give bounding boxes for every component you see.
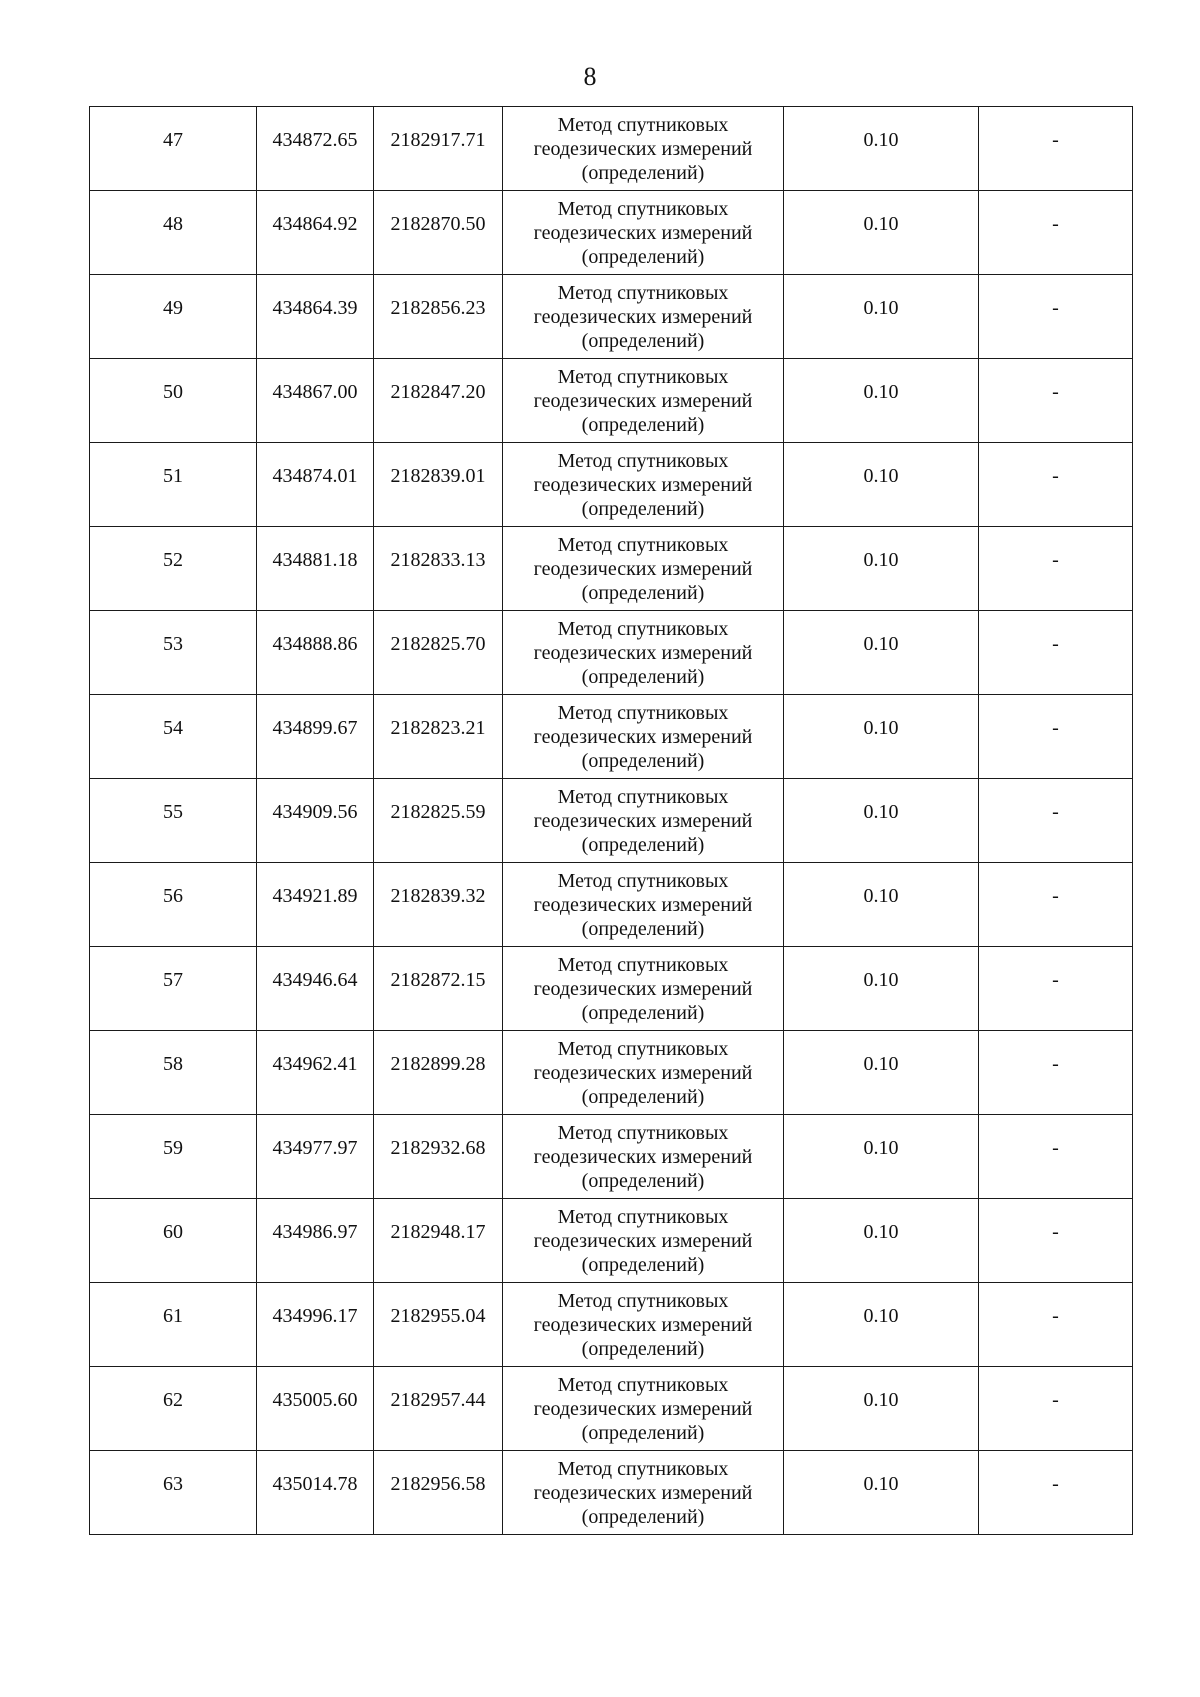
method-text-line: геодезических измерений bbox=[533, 389, 753, 412]
point-number-cell-value: 50 bbox=[163, 380, 183, 403]
method-text-line: (определений) bbox=[581, 1169, 705, 1192]
accuracy-cell-value: 0.10 bbox=[863, 1136, 899, 1159]
x-coordinate-cell bbox=[257, 1451, 374, 1535]
method-text-line: (определений) bbox=[581, 1421, 705, 1444]
method-text-line: (определений) bbox=[581, 749, 705, 772]
accuracy-cell-value: 0.10 bbox=[863, 1220, 899, 1243]
description-cell bbox=[979, 107, 1133, 191]
method-text-line: (определений) bbox=[581, 1085, 705, 1108]
point-number-cell-value: 58 bbox=[163, 1052, 183, 1075]
accuracy-cell-value: 0.10 bbox=[863, 548, 899, 571]
method-cell bbox=[503, 275, 784, 359]
y-coordinate-cell bbox=[374, 1451, 503, 1535]
method-text-line: Метод спутниковых bbox=[557, 869, 729, 892]
x-coordinate-cell bbox=[257, 443, 374, 527]
accuracy-cell bbox=[784, 443, 979, 527]
y-coordinate-cell-value: 2182932.68 bbox=[390, 1136, 486, 1159]
accuracy-cell-value: 0.10 bbox=[863, 1388, 899, 1411]
accuracy-cell bbox=[784, 1451, 979, 1535]
point-number-cell-value: 62 bbox=[163, 1388, 183, 1411]
x-coordinate-cell bbox=[257, 275, 374, 359]
y-coordinate-cell-value: 2182955.04 bbox=[390, 1304, 486, 1327]
x-coordinate-cell-value: 434864.39 bbox=[272, 296, 358, 319]
x-coordinate-cell bbox=[257, 1199, 374, 1283]
method-cell bbox=[503, 527, 784, 611]
description-cell-value: - bbox=[1052, 1472, 1059, 1495]
accuracy-cell bbox=[784, 779, 979, 863]
method-text-line: (определений) bbox=[581, 161, 705, 184]
point-number-cell bbox=[90, 1451, 257, 1535]
accuracy-cell bbox=[784, 1115, 979, 1199]
y-coordinate-cell-value: 2182870.50 bbox=[390, 212, 486, 235]
method-cell bbox=[503, 1199, 784, 1283]
method-text-line: геодезических измерений bbox=[533, 221, 753, 244]
description-cell bbox=[979, 1283, 1133, 1367]
accuracy-cell bbox=[784, 527, 979, 611]
method-text-line: (определений) bbox=[581, 1253, 705, 1276]
x-coordinate-cell-value: 434977.97 bbox=[272, 1136, 358, 1159]
description-cell bbox=[979, 191, 1133, 275]
x-coordinate-cell bbox=[257, 1283, 374, 1367]
method-text-line: Метод спутниковых bbox=[557, 533, 729, 556]
x-coordinate-cell-value: 434864.92 bbox=[272, 212, 358, 235]
method-text-line: Метод спутниковых bbox=[557, 1289, 729, 1312]
method-text-line: геодезических измерений bbox=[533, 137, 753, 160]
table-row bbox=[90, 1283, 1133, 1367]
point-number-cell-value: 48 bbox=[163, 212, 183, 235]
table-body bbox=[90, 107, 1133, 1535]
y-coordinate-cell bbox=[374, 863, 503, 947]
method-text-line: (определений) bbox=[581, 581, 705, 604]
method-text-line: Метод спутниковых bbox=[557, 617, 729, 640]
y-coordinate-cell-value: 2182956.58 bbox=[390, 1472, 486, 1495]
method-text-line: геодезических измерений bbox=[533, 1481, 753, 1504]
table-row bbox=[90, 107, 1133, 191]
accuracy-cell bbox=[784, 275, 979, 359]
y-coordinate-cell bbox=[374, 779, 503, 863]
coordinates-table bbox=[89, 106, 1133, 1535]
description-cell-value: - bbox=[1052, 212, 1059, 235]
point-number-cell-value: 61 bbox=[163, 1304, 183, 1327]
table-row bbox=[90, 779, 1133, 863]
y-coordinate-cell-value: 2182823.21 bbox=[390, 716, 486, 739]
method-text-line: Метод спутниковых bbox=[557, 1373, 729, 1396]
accuracy-cell-value: 0.10 bbox=[863, 968, 899, 991]
method-cell bbox=[503, 1115, 784, 1199]
method-text-line: геодезических измерений bbox=[533, 1397, 753, 1420]
table-row bbox=[90, 443, 1133, 527]
x-coordinate-cell-value: 434872.65 bbox=[272, 128, 358, 151]
x-coordinate-cell bbox=[257, 863, 374, 947]
accuracy-cell-value: 0.10 bbox=[863, 128, 899, 151]
table-row bbox=[90, 527, 1133, 611]
description-cell-value: - bbox=[1052, 1052, 1059, 1075]
point-number-cell-value: 60 bbox=[163, 1220, 183, 1243]
method-text-line: Метод спутниковых bbox=[557, 197, 729, 220]
method-cell bbox=[503, 107, 784, 191]
point-number-cell-value: 51 bbox=[163, 464, 183, 487]
method-cell bbox=[503, 359, 784, 443]
description-cell bbox=[979, 1367, 1133, 1451]
method-text-line: геодезических измерений bbox=[533, 557, 753, 580]
point-number-cell bbox=[90, 947, 257, 1031]
point-number-cell bbox=[90, 863, 257, 947]
table-row bbox=[90, 1199, 1133, 1283]
accuracy-cell-value: 0.10 bbox=[863, 464, 899, 487]
point-number-cell bbox=[90, 107, 257, 191]
description-cell-value: - bbox=[1052, 716, 1059, 739]
method-text-line: геодезических измерений bbox=[533, 977, 753, 1000]
accuracy-cell bbox=[784, 1283, 979, 1367]
x-coordinate-cell bbox=[257, 779, 374, 863]
method-text-line: (определений) bbox=[581, 1337, 705, 1360]
x-coordinate-cell bbox=[257, 527, 374, 611]
description-cell bbox=[979, 695, 1133, 779]
description-cell bbox=[979, 1451, 1133, 1535]
table-row bbox=[90, 1451, 1133, 1535]
x-coordinate-cell bbox=[257, 611, 374, 695]
method-text-line: геодезических измерений bbox=[533, 893, 753, 916]
x-coordinate-cell-value: 434909.56 bbox=[272, 800, 358, 823]
y-coordinate-cell-value: 2182948.17 bbox=[390, 1220, 486, 1243]
method-text-line: геодезических измерений bbox=[533, 1145, 753, 1168]
point-number-cell bbox=[90, 1283, 257, 1367]
method-text-line: Метод спутниковых bbox=[557, 365, 729, 388]
table-row bbox=[90, 695, 1133, 779]
method-text-line: геодезических измерений bbox=[533, 1229, 753, 1252]
method-cell bbox=[503, 863, 784, 947]
point-number-cell-value: 63 bbox=[163, 1472, 183, 1495]
accuracy-cell bbox=[784, 107, 979, 191]
point-number-cell-value: 54 bbox=[163, 716, 183, 739]
y-coordinate-cell-value: 2182872.15 bbox=[390, 968, 486, 991]
description-cell-value: - bbox=[1052, 1220, 1059, 1243]
y-coordinate-cell-value: 2182899.28 bbox=[390, 1052, 486, 1075]
description-cell bbox=[979, 779, 1133, 863]
method-text-line: Метод спутниковых bbox=[557, 281, 729, 304]
method-text-line: (определений) bbox=[581, 413, 705, 436]
point-number-cell-value: 59 bbox=[163, 1136, 183, 1159]
x-coordinate-cell bbox=[257, 191, 374, 275]
method-text-line: (определений) bbox=[581, 497, 705, 520]
description-cell bbox=[979, 443, 1133, 527]
y-coordinate-cell bbox=[374, 695, 503, 779]
point-number-cell bbox=[90, 1199, 257, 1283]
point-number-cell-value: 57 bbox=[163, 968, 183, 991]
x-coordinate-cell-value: 435014.78 bbox=[272, 1472, 358, 1495]
table-row bbox=[90, 863, 1133, 947]
point-number-cell bbox=[90, 1115, 257, 1199]
method-text-line: Метод спутниковых bbox=[557, 701, 729, 724]
point-number-cell bbox=[90, 527, 257, 611]
accuracy-cell bbox=[784, 191, 979, 275]
point-number-cell-value: 53 bbox=[163, 632, 183, 655]
y-coordinate-cell bbox=[374, 275, 503, 359]
y-coordinate-cell bbox=[374, 1115, 503, 1199]
x-coordinate-cell-value: 434921.89 bbox=[272, 884, 358, 907]
accuracy-cell bbox=[784, 611, 979, 695]
method-cell bbox=[503, 695, 784, 779]
description-cell bbox=[979, 275, 1133, 359]
method-text-line: Метод спутниковых bbox=[557, 953, 729, 976]
method-text-line: (определений) bbox=[581, 1001, 705, 1024]
x-coordinate-cell bbox=[257, 695, 374, 779]
point-number-cell bbox=[90, 695, 257, 779]
x-coordinate-cell bbox=[257, 1031, 374, 1115]
x-coordinate-cell-value: 434986.97 bbox=[272, 1220, 358, 1243]
accuracy-cell-value: 0.10 bbox=[863, 716, 899, 739]
point-number-cell bbox=[90, 443, 257, 527]
method-text-line: (определений) bbox=[581, 329, 705, 352]
description-cell-value: - bbox=[1052, 800, 1059, 823]
table-row bbox=[90, 275, 1133, 359]
accuracy-cell bbox=[784, 695, 979, 779]
description-cell-value: - bbox=[1052, 464, 1059, 487]
y-coordinate-cell-value: 2182833.13 bbox=[390, 548, 486, 571]
description-cell-value: - bbox=[1052, 380, 1059, 403]
y-coordinate-cell-value: 2182825.70 bbox=[390, 632, 486, 655]
x-coordinate-cell-value: 434962.41 bbox=[272, 1052, 358, 1075]
method-text-line: (определений) bbox=[581, 1505, 705, 1528]
accuracy-cell-value: 0.10 bbox=[863, 380, 899, 403]
table-row bbox=[90, 611, 1133, 695]
point-number-cell-value: 47 bbox=[163, 128, 183, 151]
method-text-line: геодезических измерений bbox=[533, 305, 753, 328]
table-row bbox=[90, 1031, 1133, 1115]
description-cell-value: - bbox=[1052, 632, 1059, 655]
y-coordinate-cell bbox=[374, 1199, 503, 1283]
y-coordinate-cell bbox=[374, 1283, 503, 1367]
method-cell bbox=[503, 947, 784, 1031]
x-coordinate-cell bbox=[257, 107, 374, 191]
y-coordinate-cell-value: 2182856.23 bbox=[390, 296, 486, 319]
y-coordinate-cell bbox=[374, 947, 503, 1031]
description-cell-value: - bbox=[1052, 548, 1059, 571]
x-coordinate-cell bbox=[257, 1115, 374, 1199]
method-text-line: геодезических измерений bbox=[533, 473, 753, 496]
accuracy-cell bbox=[784, 1367, 979, 1451]
y-coordinate-cell bbox=[374, 107, 503, 191]
description-cell bbox=[979, 1115, 1133, 1199]
y-coordinate-cell bbox=[374, 191, 503, 275]
method-text-line: Метод спутниковых bbox=[557, 113, 729, 136]
y-coordinate-cell bbox=[374, 443, 503, 527]
point-number-cell bbox=[90, 191, 257, 275]
description-cell-value: - bbox=[1052, 296, 1059, 319]
description-cell bbox=[979, 527, 1133, 611]
accuracy-cell-value: 0.10 bbox=[863, 1304, 899, 1327]
description-cell-value: - bbox=[1052, 968, 1059, 991]
x-coordinate-cell-value: 434946.64 bbox=[272, 968, 358, 991]
point-number-cell bbox=[90, 1367, 257, 1451]
description-cell-value: - bbox=[1052, 884, 1059, 907]
method-text-line: Метод спутниковых bbox=[557, 449, 729, 472]
method-cell bbox=[503, 1031, 784, 1115]
accuracy-cell-value: 0.10 bbox=[863, 632, 899, 655]
description-cell-value: - bbox=[1052, 1304, 1059, 1327]
y-coordinate-cell-value: 2182825.59 bbox=[390, 800, 486, 823]
description-cell-value: - bbox=[1052, 1388, 1059, 1411]
x-coordinate-cell bbox=[257, 947, 374, 1031]
x-coordinate-cell-value: 434996.17 bbox=[272, 1304, 358, 1327]
x-coordinate-cell-value: 434867.00 bbox=[272, 380, 358, 403]
y-coordinate-cell bbox=[374, 1367, 503, 1451]
accuracy-cell-value: 0.10 bbox=[863, 1472, 899, 1495]
point-number-cell-value: 52 bbox=[163, 548, 183, 571]
y-coordinate-cell-value: 2182839.01 bbox=[390, 464, 486, 487]
method-text-line: Метод спутниковых bbox=[557, 1037, 729, 1060]
table-row bbox=[90, 947, 1133, 1031]
description-cell-value: - bbox=[1052, 1136, 1059, 1159]
point-number-cell bbox=[90, 611, 257, 695]
accuracy-cell-value: 0.10 bbox=[863, 296, 899, 319]
y-coordinate-cell bbox=[374, 527, 503, 611]
description-cell bbox=[979, 359, 1133, 443]
accuracy-cell-value: 0.10 bbox=[863, 884, 899, 907]
method-cell bbox=[503, 191, 784, 275]
table-row bbox=[90, 1367, 1133, 1451]
method-text-line: Метод спутниковых bbox=[557, 1205, 729, 1228]
method-text-line: (определений) bbox=[581, 917, 705, 940]
method-text-line: Метод спутниковых bbox=[557, 1121, 729, 1144]
method-cell bbox=[503, 1451, 784, 1535]
table-row bbox=[90, 1115, 1133, 1199]
y-coordinate-cell bbox=[374, 1031, 503, 1115]
description-cell bbox=[979, 611, 1133, 695]
method-cell bbox=[503, 1367, 784, 1451]
accuracy-cell-value: 0.10 bbox=[863, 212, 899, 235]
accuracy-cell bbox=[784, 947, 979, 1031]
x-coordinate-cell bbox=[257, 1367, 374, 1451]
x-coordinate-cell-value: 434899.67 bbox=[272, 716, 358, 739]
y-coordinate-cell bbox=[374, 611, 503, 695]
y-coordinate-cell bbox=[374, 359, 503, 443]
x-coordinate-cell-value: 434874.01 bbox=[272, 464, 358, 487]
accuracy-cell bbox=[784, 1031, 979, 1115]
accuracy-cell bbox=[784, 863, 979, 947]
method-text-line: (определений) bbox=[581, 245, 705, 268]
point-number-cell bbox=[90, 779, 257, 863]
point-number-cell-value: 55 bbox=[163, 800, 183, 823]
point-number-cell-value: 56 bbox=[163, 884, 183, 907]
x-coordinate-cell-value: 435005.60 bbox=[272, 1388, 358, 1411]
description-cell bbox=[979, 1199, 1133, 1283]
accuracy-cell bbox=[784, 359, 979, 443]
method-cell bbox=[503, 443, 784, 527]
table-row bbox=[90, 191, 1133, 275]
page-number: 8 bbox=[583, 62, 597, 91]
method-cell bbox=[503, 779, 784, 863]
description-cell bbox=[979, 863, 1133, 947]
method-cell bbox=[503, 1283, 784, 1367]
x-coordinate-cell-value: 434881.18 bbox=[272, 548, 358, 571]
x-coordinate-cell-value: 434888.86 bbox=[272, 632, 358, 655]
method-text-line: геодезических измерений bbox=[533, 725, 753, 748]
y-coordinate-cell-value: 2182917.71 bbox=[390, 128, 486, 151]
accuracy-cell bbox=[784, 1199, 979, 1283]
point-number-cell bbox=[90, 275, 257, 359]
y-coordinate-cell-value: 2182957.44 bbox=[390, 1388, 486, 1411]
method-text-line: геодезических измерений bbox=[533, 1061, 753, 1084]
description-cell-value: - bbox=[1052, 128, 1059, 151]
method-text-line: геодезических измерений bbox=[533, 641, 753, 664]
method-text-line: (определений) bbox=[581, 833, 705, 856]
point-number-cell bbox=[90, 1031, 257, 1115]
y-coordinate-cell-value: 2182839.32 bbox=[390, 884, 486, 907]
y-coordinate-cell-value: 2182847.20 bbox=[390, 380, 486, 403]
method-text-line: Метод спутниковых bbox=[557, 785, 729, 808]
method-text-line: Метод спутниковых bbox=[557, 1457, 729, 1480]
method-text-line: геодезических измерений bbox=[533, 1313, 753, 1336]
table-row bbox=[90, 359, 1133, 443]
point-number-cell-value: 49 bbox=[163, 296, 183, 319]
method-text-line: (определений) bbox=[581, 665, 705, 688]
method-cell bbox=[503, 611, 784, 695]
description-cell bbox=[979, 947, 1133, 1031]
method-text-line: геодезических измерений bbox=[533, 809, 753, 832]
x-coordinate-cell bbox=[257, 359, 374, 443]
description-cell bbox=[979, 1031, 1133, 1115]
accuracy-cell-value: 0.10 bbox=[863, 800, 899, 823]
point-number-cell bbox=[90, 359, 257, 443]
accuracy-cell-value: 0.10 bbox=[863, 1052, 899, 1075]
